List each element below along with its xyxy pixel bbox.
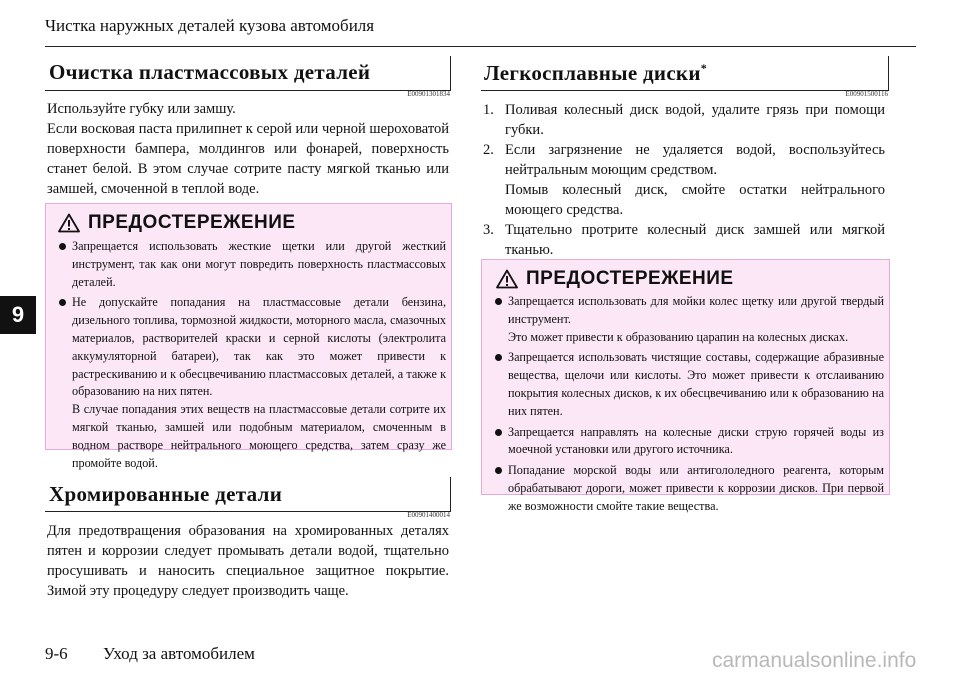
warning-item [492,293,884,346]
warning-item-text: Попадание морской воды или антигололедного реагента, которым обрабатывают дороги, может привести к коррозии дисков. При первой же возможности смойте такие вещества. [508,463,884,513]
alloy-doc-code: E00901500116 [845,90,888,98]
plastic-warning-header [58,212,296,234]
step-number: 3. [483,222,494,238]
warning-item-text: Это может привести к образованию царапин на колесных дисках. [508,329,849,344]
warning-triangle-icon [496,269,518,289]
plastic-para-2: Если восковая паста прилипнет к серой или черной шероховатой поверхности бампера, молдингов или фонарей, поверхность станет белой. В этом случае сотрите пасту мягкой тканью или замшей, смоченной в теплой воде. [47,121,449,197]
alloy-section-heading [481,56,889,91]
alloy-step [483,140,885,220]
step-text: Тщательно протрите колесный диск замшей или мягкой тканью. [505,222,885,258]
plastic-section-title: Очистка пластмассовых деталей [49,60,371,84]
alloy-section-title [484,61,707,86]
alloy-warning-list [492,293,884,519]
chapter-tab: 9 [0,296,36,334]
plastic-warning-list [56,238,446,475]
plastic-para-1: Используйте губку или замшу. [47,101,236,117]
warning-item-text: Запрещается использовать чистящие составы, содержащие абразивные вещества, щелочи или кислоты. Это может привести к отслаиванию покрытия колесных дисков, к их обесцвечиванию или к образованию на них пятен. [508,350,884,418]
page-header-title: Чистка наружных деталей кузова автомобиля [45,16,375,35]
plastic-doc-code: E00901301834 [407,90,450,98]
alloy-warning-header [496,268,734,290]
alloy-warning-box [481,259,890,513]
step-text: Поливая колесный диск водой, удалите грязь при помощи губки. [505,102,885,138]
warning-item-text: Запрещается использовать жесткие щетки или другой жесткий инструмент, так как они могут повредить поверхность пластмассовых деталей. [72,239,446,289]
footer-title: Уход за автомобилем [103,644,255,663]
chrome-section-heading [45,477,451,512]
header-divider [45,46,916,47]
plastic-warning-box [45,203,452,470]
warning-item-text: Не допускайте попадания на пластмассовые детали бензина, дизельного топлива, тормозной жидкости, моторного масла, смазочных материалов, растворителей краски и серной кислоты (электролита аккумуляторной батареи), так как это может привести к растрескиванию и к обесцвечиванию пластмассовых деталей, а также к образованию на них пятен. [72,295,446,399]
alloy-step [483,100,885,140]
footer-page-number: 9-6 [45,644,68,663]
chrome-doc-code: E00901400014 [407,511,450,519]
warning-item [492,349,884,420]
step-text: Если загрязнение не удаляется водой, воспользуйтесь нейтральным моющим средством. [505,142,885,178]
warning-item-text: Запрещается использовать для мойки колес щетку или другой твердый инструмент. [508,294,884,326]
plastic-intro [47,99,449,199]
chrome-text: Для предотвращения образования на хромированных деталях пятен и коррозии следует промывать детали водой, тщательно просушивать и наносить специальное защитное покрытие. Зимой эту процедуру следует производить чаще. [47,523,449,599]
warning-item-text: Запрещается направлять на колесные диски струю горячей воды из моечной установки или другого источника. [508,424,884,457]
warning-item [492,424,884,460]
warning-triangle-icon [58,213,80,233]
step-text: Помыв колесный диск, смойте остатки нейтрального моющего средства. [505,182,885,218]
alloy-warning-title: ПРЕДОСТЕРЕЖЕНИЕ [526,268,734,289]
watermark: carmanualsonline.info [712,649,917,672]
alloy-step [483,220,885,260]
warning-item [492,462,884,515]
step-number: 2. [483,142,494,158]
warning-item [56,294,446,472]
plastic-warning-title: ПРЕДОСТЕРЕЖЕНИЕ [88,212,296,233]
alloy-title-text: Легкосплавные диски [484,61,701,85]
chrome-section-title: Хромированные детали [49,482,283,506]
plastic-section-heading [45,56,451,91]
warning-item-text: В случае попадания этих веществ на пластмассовые детали сотрите их мягкой тканью, замшей или подобным материалом, смоченным в водном растворе нейтрального моющего средства, затем сразу же промойте водой. [72,402,446,470]
alloy-steps-list [483,100,885,260]
step-number: 1. [483,102,494,118]
alloy-title-mark: * [700,61,708,75]
warning-item [56,238,446,291]
